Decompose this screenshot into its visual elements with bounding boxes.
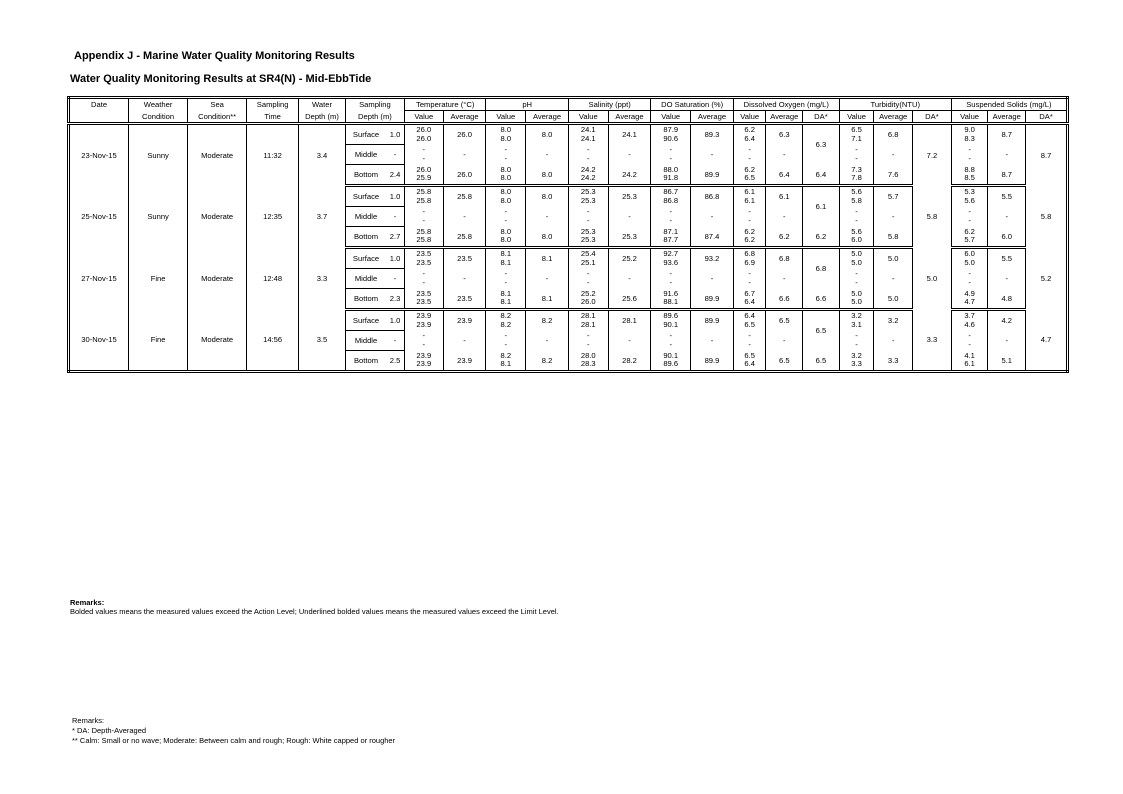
remarks-heading-2: Remarks: xyxy=(72,716,105,725)
sampling-time-cell: 11:32 xyxy=(247,124,299,186)
turbidity-da: 7.2 xyxy=(913,124,952,186)
temperature-average: - xyxy=(443,269,486,289)
turbidity-average: 3.3 xyxy=(874,351,913,372)
header-ph: pH xyxy=(486,98,568,111)
dissolved-oxygen-da: 6.8 xyxy=(803,248,840,289)
header-average: Average xyxy=(691,111,734,124)
header-sampling-depth: Sampling xyxy=(345,98,404,111)
table-row xyxy=(69,124,1068,145)
salinity-values: 25.3 25.3 xyxy=(568,227,608,248)
do-saturation-average: 89.9 xyxy=(691,289,734,310)
sampling-level-cell: Surface xyxy=(345,124,386,145)
suspended-solids-da: 5.8 xyxy=(1026,186,1068,248)
turbidity-values: 5.6 5.8 xyxy=(839,186,874,207)
salinity-values: 24.1 24.1 xyxy=(568,124,608,145)
suspended-solids-average: - xyxy=(988,145,1026,165)
sampling-depth-cell: 1.0 xyxy=(386,248,404,269)
salinity-average: - xyxy=(608,145,651,165)
suspended-solids-values: 9.0 8.3 xyxy=(951,124,988,145)
water-depth-cell: 3.4 xyxy=(299,124,346,186)
sea-condition-cell: Moderate xyxy=(188,186,247,248)
date-cell: 23-Nov-15 xyxy=(69,124,129,186)
salinity-average: - xyxy=(608,269,651,289)
turbidity-average: 7.6 xyxy=(874,165,913,186)
ph-average: 8.1 xyxy=(526,248,569,269)
header-da: DA* xyxy=(803,111,840,124)
do-saturation-values: - - xyxy=(651,269,691,289)
do-saturation-average: 87.4 xyxy=(691,227,734,248)
header-average: Average xyxy=(608,111,651,124)
dissolved-oxygen-values: 6.5 6.4 xyxy=(733,351,766,372)
temperature-average: 25.8 xyxy=(443,186,486,207)
do-saturation-average: - xyxy=(691,207,734,227)
suspended-solids-average: 5.5 xyxy=(988,186,1026,207)
water-depth-cell: 3.3 xyxy=(299,248,346,310)
salinity-average: 25.2 xyxy=(608,248,651,269)
dissolved-oxygen-values: - - xyxy=(733,331,766,351)
do-saturation-average: - xyxy=(691,145,734,165)
salinity-average: - xyxy=(608,331,651,351)
salinity-values: 24.2 24.2 xyxy=(568,165,608,186)
salinity-values: 28.1 28.1 xyxy=(568,310,608,331)
dissolved-oxygen-average: - xyxy=(766,145,803,165)
temperature-average: - xyxy=(443,331,486,351)
water-depth-cell: 3.7 xyxy=(299,186,346,248)
dissolved-oxygen-average: 6.4 xyxy=(766,165,803,186)
header-value: Value xyxy=(839,111,874,124)
dissolved-oxygen-values: - - xyxy=(733,145,766,165)
sampling-depth-cell: 2.5 xyxy=(386,351,404,372)
do-saturation-average: 86.8 xyxy=(691,186,734,207)
salinity-average: 24.1 xyxy=(608,124,651,145)
dissolved-oxygen-values: - - xyxy=(733,207,766,227)
header-average: Average xyxy=(988,111,1026,124)
sampling-depth-cell: 1.0 xyxy=(386,124,404,145)
header-water-depth-2: Depth (m) xyxy=(299,111,346,124)
sampling-depth-cell: - xyxy=(386,331,404,351)
sampling-level-cell: Surface xyxy=(345,186,386,207)
suspended-solids-values: - - xyxy=(951,145,988,165)
sampling-level-cell: Bottom xyxy=(345,289,386,310)
ph-values: - - xyxy=(486,269,526,289)
sampling-depth-cell: - xyxy=(386,145,404,165)
do-saturation-average: 93.2 xyxy=(691,248,734,269)
do-saturation-values: 92.7 93.6 xyxy=(651,248,691,269)
do-saturation-values: - - xyxy=(651,331,691,351)
do-saturation-average: - xyxy=(691,269,734,289)
sampling-level-cell: Surface xyxy=(345,310,386,331)
dissolved-oxygen-values: 6.2 6.2 xyxy=(733,227,766,248)
turbidity-average: - xyxy=(874,145,913,165)
suspended-solids-values: 5.3 5.6 xyxy=(951,186,988,207)
turbidity-da: 5.0 xyxy=(913,248,952,310)
salinity-average: 28.1 xyxy=(608,310,651,331)
sampling-time-cell: 12:48 xyxy=(247,248,299,310)
sampling-level-cell: Bottom xyxy=(345,165,386,186)
header-salinity: Salinity (ppt) xyxy=(568,98,650,111)
temperature-values: 23.5 23.5 xyxy=(404,289,443,310)
dissolved-oxygen-average: 6.5 xyxy=(766,351,803,372)
sampling-level-cell: Bottom xyxy=(345,227,386,248)
do-saturation-values: 88.0 91.8 xyxy=(651,165,691,186)
do-saturation-values: - - xyxy=(651,207,691,227)
suspended-solids-da: 8.7 xyxy=(1026,124,1068,186)
header-time-2: Time xyxy=(247,111,299,124)
suspended-solids-average: - xyxy=(988,269,1026,289)
header-value: Value xyxy=(486,111,526,124)
ph-values: 8.2 8.2 xyxy=(486,310,526,331)
salinity-average: 25.3 xyxy=(608,186,651,207)
suspended-solids-values: - - xyxy=(951,269,988,289)
do-saturation-average: 89.9 xyxy=(691,351,734,372)
do-saturation-average: - xyxy=(691,331,734,351)
suspended-solids-average: 4.8 xyxy=(988,289,1026,310)
do-saturation-values: 86.7 86.8 xyxy=(651,186,691,207)
turbidity-average: 6.8 xyxy=(874,124,913,145)
dissolved-oxygen-bottom-da: 6.2 xyxy=(803,227,840,248)
turbidity-average: 5.7 xyxy=(874,186,913,207)
turbidity-values: 5.0 5.0 xyxy=(839,248,874,269)
header-average: Average xyxy=(526,111,569,124)
ph-values: 8.1 8.1 xyxy=(486,289,526,310)
do-saturation-values: 89.6 90.1 xyxy=(651,310,691,331)
ph-average: - xyxy=(526,207,569,227)
header-date-2 xyxy=(69,111,129,124)
suspended-solids-da: 4.7 xyxy=(1026,310,1068,372)
suspended-solids-values: - - xyxy=(951,331,988,351)
ph-values: 8.1 8.1 xyxy=(486,248,526,269)
salinity-values: 25.2 26.0 xyxy=(568,289,608,310)
suspended-solids-values: - - xyxy=(951,207,988,227)
weather-cell: Fine xyxy=(129,248,188,310)
header-value: Value xyxy=(733,111,766,124)
turbidity-average: 5.0 xyxy=(874,289,913,310)
ph-average: - xyxy=(526,269,569,289)
do-saturation-values: 90.1 89.6 xyxy=(651,351,691,372)
weather-cell: Fine xyxy=(129,310,188,372)
suspended-solids-average: 5.1 xyxy=(988,351,1026,372)
suspended-solids-average: 4.2 xyxy=(988,310,1026,331)
header-sea-2: Condition** xyxy=(188,111,247,124)
suspended-solids-average: - xyxy=(988,331,1026,351)
temperature-average: 26.0 xyxy=(443,124,486,145)
dissolved-oxygen-da: 6.1 xyxy=(803,186,840,227)
table-row xyxy=(69,310,1068,331)
turbidity-values: 6.5 7.1 xyxy=(839,124,874,145)
turbidity-average: 5.0 xyxy=(874,248,913,269)
suspended-solids-values: 3.7 4.6 xyxy=(951,310,988,331)
ph-average: 8.0 xyxy=(526,124,569,145)
ph-average: 8.2 xyxy=(526,310,569,331)
sampling-level-cell: Middle xyxy=(345,269,386,289)
sampling-level-cell: Middle xyxy=(345,331,386,351)
ph-average: - xyxy=(526,145,569,165)
temperature-values: 26.0 26.0 xyxy=(404,124,443,145)
dissolved-oxygen-values: 6.4 6.5 xyxy=(733,310,766,331)
dissolved-oxygen-values: 6.1 6.1 xyxy=(733,186,766,207)
suspended-solids-values: 6.0 5.0 xyxy=(951,248,988,269)
sampling-depth-cell: 2.3 xyxy=(386,289,404,310)
dissolved-oxygen-average: 6.6 xyxy=(766,289,803,310)
water-depth-cell: 3.5 xyxy=(299,310,346,372)
table-row xyxy=(69,248,1068,269)
ph-average: 8.0 xyxy=(526,186,569,207)
header-average: Average xyxy=(874,111,913,124)
ph-values: 8.0 8.0 xyxy=(486,165,526,186)
temperature-values: 26.0 25.9 xyxy=(404,165,443,186)
date-cell: 25-Nov-15 xyxy=(69,186,129,248)
ph-values: - - xyxy=(486,145,526,165)
remarks-text: Bolded values means the measured values exceed the Action Level; Underlined bolded values means the measured values exceed the Limit Level. xyxy=(70,607,559,616)
suspended-solids-average: 8.7 xyxy=(988,165,1026,186)
page-title: Appendix J - Marine Water Quality Monitoring Results xyxy=(74,50,355,62)
water-quality-table xyxy=(67,96,1069,373)
do-saturation-values: 87.9 90.6 xyxy=(651,124,691,145)
dissolved-oxygen-values: 6.8 6.9 xyxy=(733,248,766,269)
turbidity-da: 5.8 xyxy=(913,186,952,248)
header-temperature: Temperature (°C) xyxy=(404,98,485,111)
sampling-depth-cell: 2.4 xyxy=(386,165,404,186)
temperature-average: 26.0 xyxy=(443,165,486,186)
date-cell: 30-Nov-15 xyxy=(69,310,129,372)
weather-cell: Sunny xyxy=(129,124,188,186)
suspended-solids-average: - xyxy=(988,207,1026,227)
dissolved-oxygen-average: 6.3 xyxy=(766,124,803,145)
temperature-average: 23.5 xyxy=(443,248,486,269)
header-time: Sampling xyxy=(247,98,299,111)
header-value: Value xyxy=(651,111,691,124)
remarks-action-level xyxy=(70,598,559,616)
ph-average: 8.0 xyxy=(526,165,569,186)
ph-average: 8.0 xyxy=(526,227,569,248)
temperature-values: 25.8 25.8 xyxy=(404,227,443,248)
turbidity-values: - - xyxy=(839,269,874,289)
remarks-footnotes xyxy=(72,716,395,746)
suspended-solids-average: 5.5 xyxy=(988,248,1026,269)
temperature-average: 25.8 xyxy=(443,227,486,248)
dissolved-oxygen-average: 6.5 xyxy=(766,310,803,331)
salinity-average: 25.6 xyxy=(608,289,651,310)
temperature-average: 23.9 xyxy=(443,310,486,331)
temperature-average: - xyxy=(443,145,486,165)
temperature-values: - - xyxy=(404,269,443,289)
header-weather-2: Condition xyxy=(129,111,188,124)
salinity-values: 25.4 25.1 xyxy=(568,248,608,269)
turbidity-average: 5.8 xyxy=(874,227,913,248)
temperature-values: - - xyxy=(404,207,443,227)
turbidity-values: 7.3 7.8 xyxy=(839,165,874,186)
sea-condition-cell: Moderate xyxy=(188,124,247,186)
turbidity-average: 3.2 xyxy=(874,310,913,331)
dissolved-oxygen-average: - xyxy=(766,331,803,351)
temperature-average: 23.9 xyxy=(443,351,486,372)
turbidity-average: - xyxy=(874,207,913,227)
dissolved-oxygen-bottom-da: 6.5 xyxy=(803,351,840,372)
suspended-solids-values: 6.2 5.7 xyxy=(951,227,988,248)
footnote-da: * DA: Depth-Averaged xyxy=(72,726,147,735)
dissolved-oxygen-da: 6.3 xyxy=(803,124,840,165)
header-dissolved-oxygen: Dissolved Oxygen (mg/L) xyxy=(733,98,839,111)
ph-values: - - xyxy=(486,331,526,351)
turbidity-values: 5.0 5.0 xyxy=(839,289,874,310)
header-sea: Sea xyxy=(188,98,247,111)
weather-cell: Sunny xyxy=(129,186,188,248)
temperature-values: 23.9 23.9 xyxy=(404,310,443,331)
do-saturation-average: 89.9 xyxy=(691,310,734,331)
do-saturation-values: 91.6 88.1 xyxy=(651,289,691,310)
header-water-depth: Water xyxy=(299,98,346,111)
date-cell: 27-Nov-15 xyxy=(69,248,129,310)
suspended-solids-values: 8.8 8.5 xyxy=(951,165,988,186)
dissolved-oxygen-average: 6.1 xyxy=(766,186,803,207)
turbidity-values: - - xyxy=(839,145,874,165)
sampling-depth-cell: - xyxy=(386,269,404,289)
do-saturation-average: 89.3 xyxy=(691,124,734,145)
sea-condition-cell: Moderate xyxy=(188,310,247,372)
table-title: Water Quality Monitoring Results at SR4(N) - Mid-EbbTide xyxy=(70,73,372,85)
dissolved-oxygen-values: 6.7 6.4 xyxy=(733,289,766,310)
header-da: DA* xyxy=(1026,111,1068,124)
salinity-values: - - xyxy=(568,331,608,351)
header-do-saturation: DO Saturation (%) xyxy=(651,98,733,111)
salinity-average: 24.2 xyxy=(608,165,651,186)
ph-values: 8.0 8.0 xyxy=(486,227,526,248)
dissolved-oxygen-average: 6.8 xyxy=(766,248,803,269)
temperature-values: 23.5 23.5 xyxy=(404,248,443,269)
table-row xyxy=(69,186,1068,207)
salinity-values: - - xyxy=(568,145,608,165)
sampling-level-cell: Middle xyxy=(345,207,386,227)
ph-average: 8.2 xyxy=(526,351,569,372)
header-row-2 xyxy=(69,111,1068,124)
header-date: Date xyxy=(69,98,129,111)
sampling-time-cell: 14:56 xyxy=(247,310,299,372)
ph-average: 8.1 xyxy=(526,289,569,310)
header-average: Average xyxy=(443,111,486,124)
ph-average: - xyxy=(526,331,569,351)
salinity-average: 28.2 xyxy=(608,351,651,372)
turbidity-values: - - xyxy=(839,331,874,351)
turbidity-average: - xyxy=(874,331,913,351)
dissolved-oxygen-bottom-da: 6.4 xyxy=(803,165,840,186)
temperature-values: - - xyxy=(404,331,443,351)
sampling-level-cell: Middle xyxy=(345,145,386,165)
turbidity-values: 3.2 3.1 xyxy=(839,310,874,331)
do-saturation-values: - - xyxy=(651,145,691,165)
sampling-depth-cell: 1.0 xyxy=(386,186,404,207)
turbidity-average: - xyxy=(874,269,913,289)
ph-values: - - xyxy=(486,207,526,227)
sampling-level-cell: Bottom xyxy=(345,351,386,372)
dissolved-oxygen-average: - xyxy=(766,269,803,289)
header-average: Average xyxy=(766,111,803,124)
suspended-solids-values: 4.9 4.7 xyxy=(951,289,988,310)
salinity-values: 25.3 25.3 xyxy=(568,186,608,207)
salinity-values: - - xyxy=(568,207,608,227)
sampling-level-cell: Surface xyxy=(345,248,386,269)
sampling-time-cell: 12:35 xyxy=(247,186,299,248)
dissolved-oxygen-values: 6.2 6.5 xyxy=(733,165,766,186)
header-turbidity: Turbidity(NTU) xyxy=(839,98,951,111)
header-suspended-solids: Suspended Solids (mg/L) xyxy=(951,98,1067,111)
turbidity-values: - - xyxy=(839,207,874,227)
suspended-solids-average: 8.7 xyxy=(988,124,1026,145)
ph-values: 8.0 8.0 xyxy=(486,124,526,145)
dissolved-oxygen-values: 6.2 6.4 xyxy=(733,124,766,145)
header-weather: Weather xyxy=(129,98,188,111)
header-da: DA* xyxy=(913,111,952,124)
footnote-sea-condition: ** Calm: Small or no wave; Moderate: Between calm and rough; Rough: White capped or rougher xyxy=(72,736,396,745)
turbidity-values: 5.6 6.0 xyxy=(839,227,874,248)
header-value: Value xyxy=(951,111,988,124)
ph-values: 8.0 8.0 xyxy=(486,186,526,207)
salinity-average: - xyxy=(608,207,651,227)
temperature-values: - - xyxy=(404,145,443,165)
salinity-values: - - xyxy=(568,269,608,289)
salinity-values: 28.0 28.3 xyxy=(568,351,608,372)
dissolved-oxygen-average: - xyxy=(766,207,803,227)
ph-values: 8.2 8.1 xyxy=(486,351,526,372)
turbidity-values: 3.2 3.3 xyxy=(839,351,874,372)
do-saturation-average: 89.9 xyxy=(691,165,734,186)
dissolved-oxygen-values: - - xyxy=(733,269,766,289)
sampling-depth-cell: 1.0 xyxy=(386,310,404,331)
temperature-values: 25.8 25.8 xyxy=(404,186,443,207)
dissolved-oxygen-da: 6.5 xyxy=(803,310,840,351)
turbidity-da: 3.3 xyxy=(913,310,952,372)
header-value: Value xyxy=(568,111,608,124)
sea-condition-cell: Moderate xyxy=(188,248,247,310)
header-value: Value xyxy=(404,111,443,124)
suspended-solids-da: 5.2 xyxy=(1026,248,1068,310)
header-row-1 xyxy=(69,98,1068,111)
temperature-average: - xyxy=(443,207,486,227)
sampling-depth-cell: 2.7 xyxy=(386,227,404,248)
remarks-heading: Remarks: xyxy=(70,598,105,607)
suspended-solids-average: 6.0 xyxy=(988,227,1026,248)
table-body xyxy=(69,124,1068,372)
header-sampling-depth-2: Depth (m) xyxy=(345,111,404,124)
suspended-solids-values: 4.1 6.1 xyxy=(951,351,988,372)
dissolved-oxygen-bottom-da: 6.6 xyxy=(803,289,840,310)
temperature-values: 23.9 23.9 xyxy=(404,351,443,372)
do-saturation-values: 87.1 87.7 xyxy=(651,227,691,248)
dissolved-oxygen-average: 6.2 xyxy=(766,227,803,248)
temperature-average: 23.5 xyxy=(443,289,486,310)
salinity-average: 25.3 xyxy=(608,227,651,248)
sampling-depth-cell: - xyxy=(386,207,404,227)
